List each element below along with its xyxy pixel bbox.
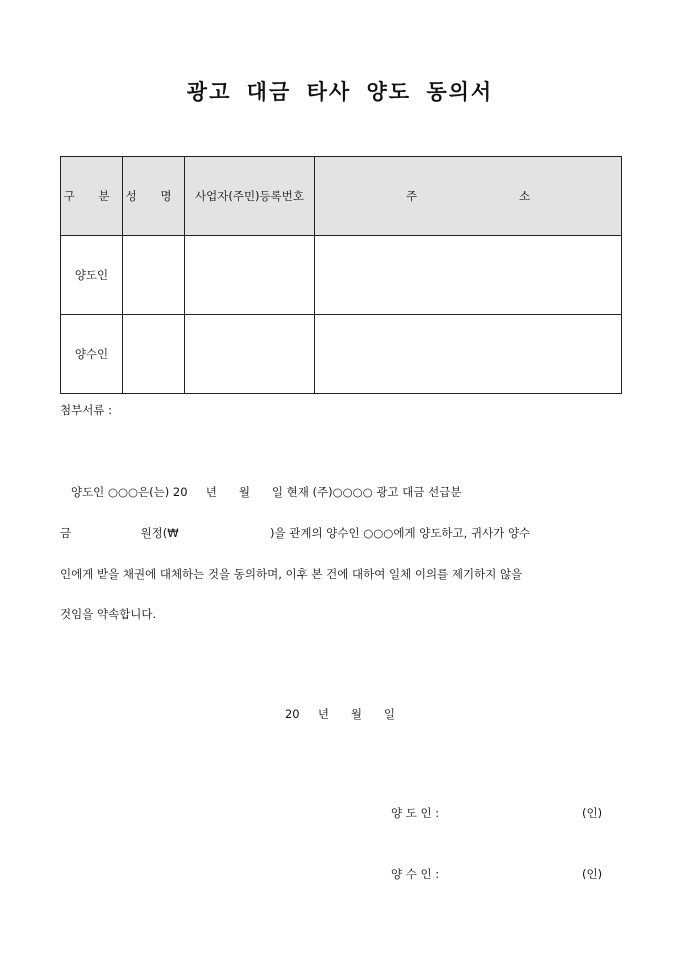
cell-name-transferor[interactable]: [123, 236, 185, 315]
cell-category-transferor: 양도인: [61, 236, 123, 315]
table-row-transferee: [61, 315, 622, 394]
table-row-transferor: [61, 236, 622, 315]
header-address-part2: 소: [518, 189, 531, 203]
date-line: 20 년 월 일: [284, 707, 396, 721]
body-line-2: 금 원정(₩ )을 관계의 양수인 ○○○에게 양도하고, 귀사가 양수: [60, 526, 531, 540]
header-address: [315, 157, 622, 236]
document-title: 광고 대금 타사 양도 동의서: [186, 79, 494, 104]
header-reg-number: 사업자(주민)등록번호: [185, 157, 315, 236]
header-address-part1: 주: [405, 189, 418, 203]
header-category: 구 분: [61, 157, 123, 236]
cell-address-transferor[interactable]: [315, 236, 622, 315]
parties-table: [60, 156, 622, 394]
body-line-3: 인에게 받을 채권에 대체하는 것을 동의하며, 이후 본 건에 대하여 일체 이의를 제기하지 않을: [60, 567, 523, 581]
cell-reg-number-transferee[interactable]: [185, 315, 315, 394]
cell-category-transferee: 양수인: [61, 315, 123, 394]
cell-name-transferee[interactable]: [123, 315, 185, 394]
transferor-seal-mark: (인): [582, 806, 603, 820]
cell-reg-number-transferor[interactable]: [185, 236, 315, 315]
header-name: 성 명: [123, 157, 185, 236]
body-line-4: 것임을 약속합니다.: [60, 607, 157, 621]
body-line-1: 양도인 ○○○은(는) 20 년 월 일 현재 (주)○○○○ 광고 대금 선급분: [60, 485, 462, 499]
attachment-label: 첨부서류 :: [60, 403, 112, 417]
transferee-seal-mark: (인): [582, 867, 603, 881]
table-header-row: [61, 157, 622, 236]
transferor-sign-label: 양 도 인 :: [391, 806, 440, 820]
cell-address-transferee[interactable]: [315, 315, 622, 394]
transferee-sign-label: 양 수 인 :: [391, 867, 440, 881]
